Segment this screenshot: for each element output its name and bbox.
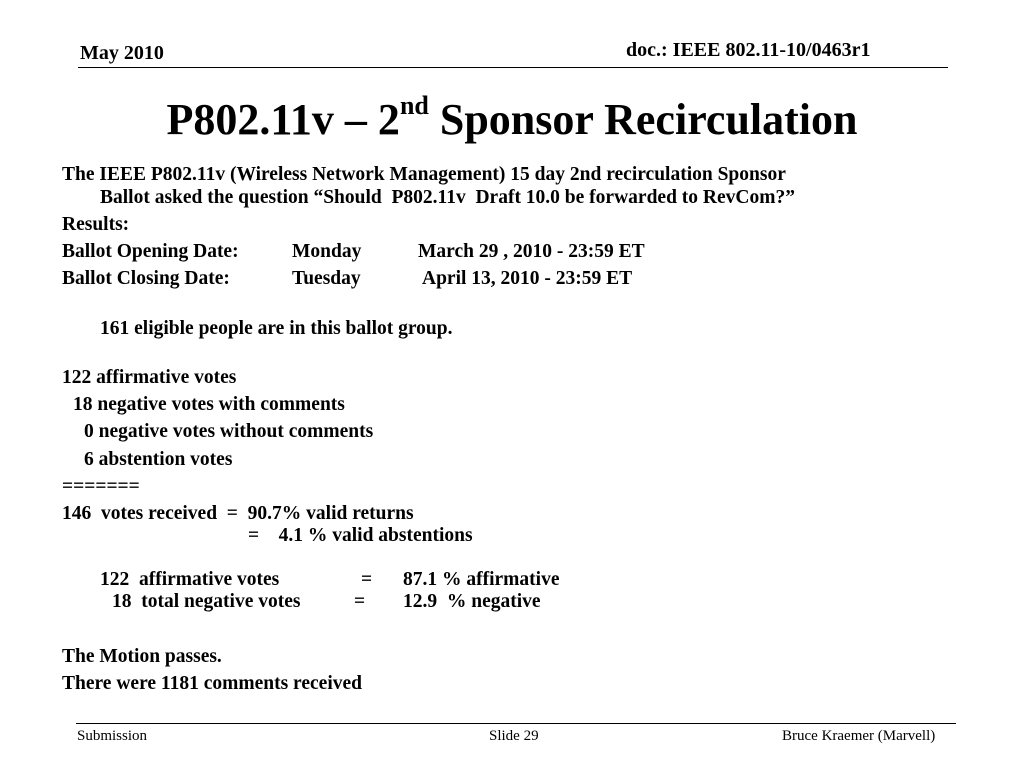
opening-label: Ballot Opening Date: [62,241,239,262]
affirmative-eq: = [361,569,373,590]
separator-line: ======= [62,476,140,497]
closing-label: Ballot Closing Date: [62,268,230,289]
opening-date: March 29 , 2010 - 23:59 ET [418,241,645,262]
intro-line-1: The IEEE P802.11v (Wireless Network Management) 15 day 2nd recirculation Sponsor [62,164,786,185]
eligible-line: 161 eligible people are in this ballot group. [100,318,453,339]
header-date: May 2010 [80,42,164,64]
vote-line: 6 abstention votes [84,449,233,470]
vote-line: 122 affirmative votes [62,367,237,388]
header-divider [78,67,948,68]
slide-title: P802.11v – 2nd Sponsor Recirculation [166,91,858,144]
closing-day: Tuesday [292,268,361,289]
comments-line: There were 1181 comments received [62,673,362,694]
affirmative-pct: 87.1 % affirmative [403,569,560,590]
closing-date: April 13, 2010 - 23:59 ET [422,268,633,289]
negative-eq: = [354,591,366,612]
header-doc-id: doc.: IEEE 802.11-10/0463r1 [626,39,871,61]
intro-line-2: Ballot asked the question “Should P802.11v Draft 10.0 be forwarded to RevCom?” [100,187,795,208]
results-label: Results: [62,214,130,235]
footer-author: Bruce Kraemer (Marvell) [782,728,936,744]
footer-divider [76,723,956,724]
vote-line: 18 negative votes with comments [73,394,345,415]
negative-pct: 12.9 % negative [403,591,541,612]
opening-day: Monday [292,241,362,262]
vote-line: 0 negative votes without comments [84,421,374,442]
footer-slide-number: Slide 29 [489,728,539,744]
abstention-line: = 4.1 % valid abstentions [248,525,473,546]
received-line: 146 votes received = 90.7% valid returns [62,503,414,524]
negative-count: 18 total negative votes [112,591,301,612]
affirmative-count: 122 affirmative votes [100,569,280,590]
motion-line: The Motion passes. [62,646,222,667]
footer-submission: Submission [77,728,148,744]
